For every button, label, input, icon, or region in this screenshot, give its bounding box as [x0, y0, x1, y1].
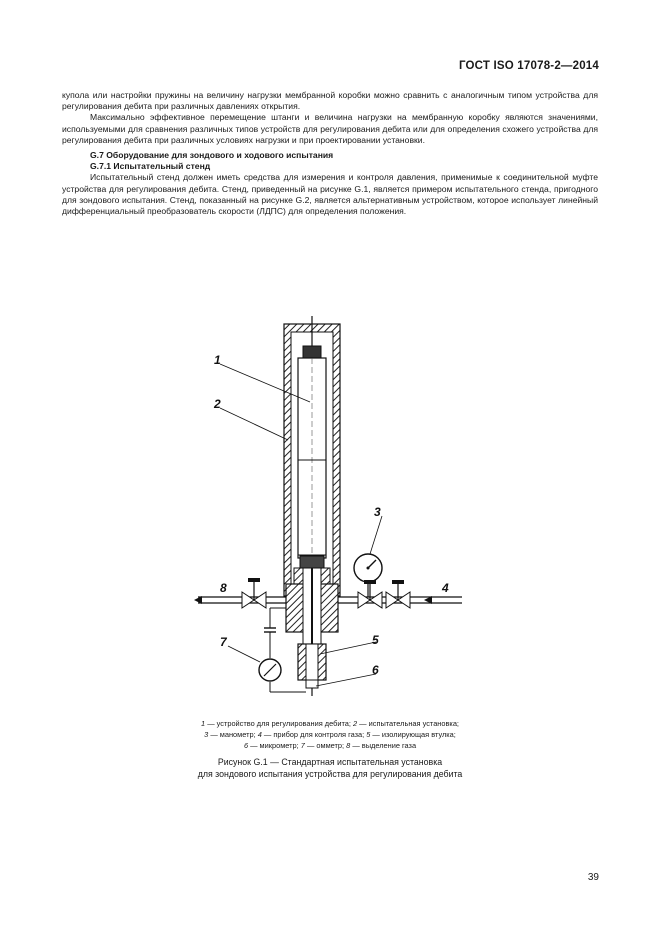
body-text	[62, 90, 598, 217]
inlet-valve-1	[358, 580, 382, 608]
legend-text: — устройство для регулирования дебита;	[205, 719, 353, 728]
label-8: 8	[220, 581, 227, 595]
isolating-sleeve	[298, 644, 326, 680]
legend-text: — выделение газа	[350, 741, 417, 750]
paragraph: Испытательный стенд должен иметь средства для измерения и контроля давления, применимые к соединительной муфте устройства для регулирования дебита. Стенд, приведенный на рисунке G.1, является примером испытательного стенда, пригодного для зондового испытания. Стенд, показанный на рисунке G.2, является альтернативным устройством, которое использует линейный дифференциальный преобразователь скорости (ЛДПС) для определения положения.	[62, 172, 598, 217]
legend-num: 1	[201, 719, 206, 728]
legend-text: — изолирующая втулка;	[370, 730, 456, 739]
label-3: 3	[374, 505, 381, 519]
document-header: ГОСТ ISO 17078-2—2014	[458, 60, 599, 72]
label-7: 7	[220, 635, 227, 649]
paragraph: Максимально эффективное перемещение штанги и величина нагрузки на мембранную коробку являются значениями, используемыми для сравнения различных типов устройств для регулирования дебита или для определения схожего устройства для регулирования дебита при различных условиях нагрузки и при проектировании установки.	[62, 112, 598, 145]
figure-legend	[62, 718, 598, 751]
ohmmeter	[259, 659, 281, 681]
label-2: 2	[214, 397, 221, 411]
micrometer	[306, 680, 318, 696]
figure-caption	[62, 757, 598, 780]
section-heading: G.7 Оборудование для зондового и ходового испытания	[90, 150, 334, 161]
legend-num: 4	[257, 730, 262, 739]
flow-control-device	[298, 346, 326, 568]
legend-text: — прибор для контроля газа;	[261, 730, 367, 739]
legend-num: 3	[204, 730, 209, 739]
inlet-valve-2	[386, 580, 410, 608]
caption-line: для зондового испытания устройства для регулирования дебита	[197, 768, 463, 779]
test-stand-figure	[190, 310, 480, 710]
legend-text: — испытательная установка;	[357, 719, 459, 728]
legend-num: 5	[366, 730, 371, 739]
label-4: 4	[442, 581, 449, 595]
caption-line: Рисунок G.1 — Стандартная испытательная установка	[217, 757, 443, 767]
legend-text: — микрометр;	[248, 741, 301, 750]
page-number: 39	[587, 872, 599, 883]
legend-num: 7	[300, 741, 305, 750]
legend-num: 2	[353, 719, 358, 728]
gas-outlet-line	[194, 578, 286, 608]
subsection-heading: G.7.1 Испытательный стенд	[90, 161, 211, 172]
paragraph-continuation: купола или настройки пружины на величину нагрузки мембранной коробки можно сравнить с аналогичным типом устройства для регулирования дебита при различных давлениях открытия.	[62, 90, 598, 112]
label-6: 6	[372, 663, 379, 677]
legend-num: 6	[243, 741, 249, 750]
label-1: 1	[214, 353, 221, 367]
legend-text: — манометр;	[208, 730, 258, 739]
pressure-gauge	[354, 554, 382, 582]
label-5: 5	[372, 633, 379, 647]
legend-text: — омметр;	[304, 741, 347, 750]
legend-num: 8	[346, 741, 351, 750]
